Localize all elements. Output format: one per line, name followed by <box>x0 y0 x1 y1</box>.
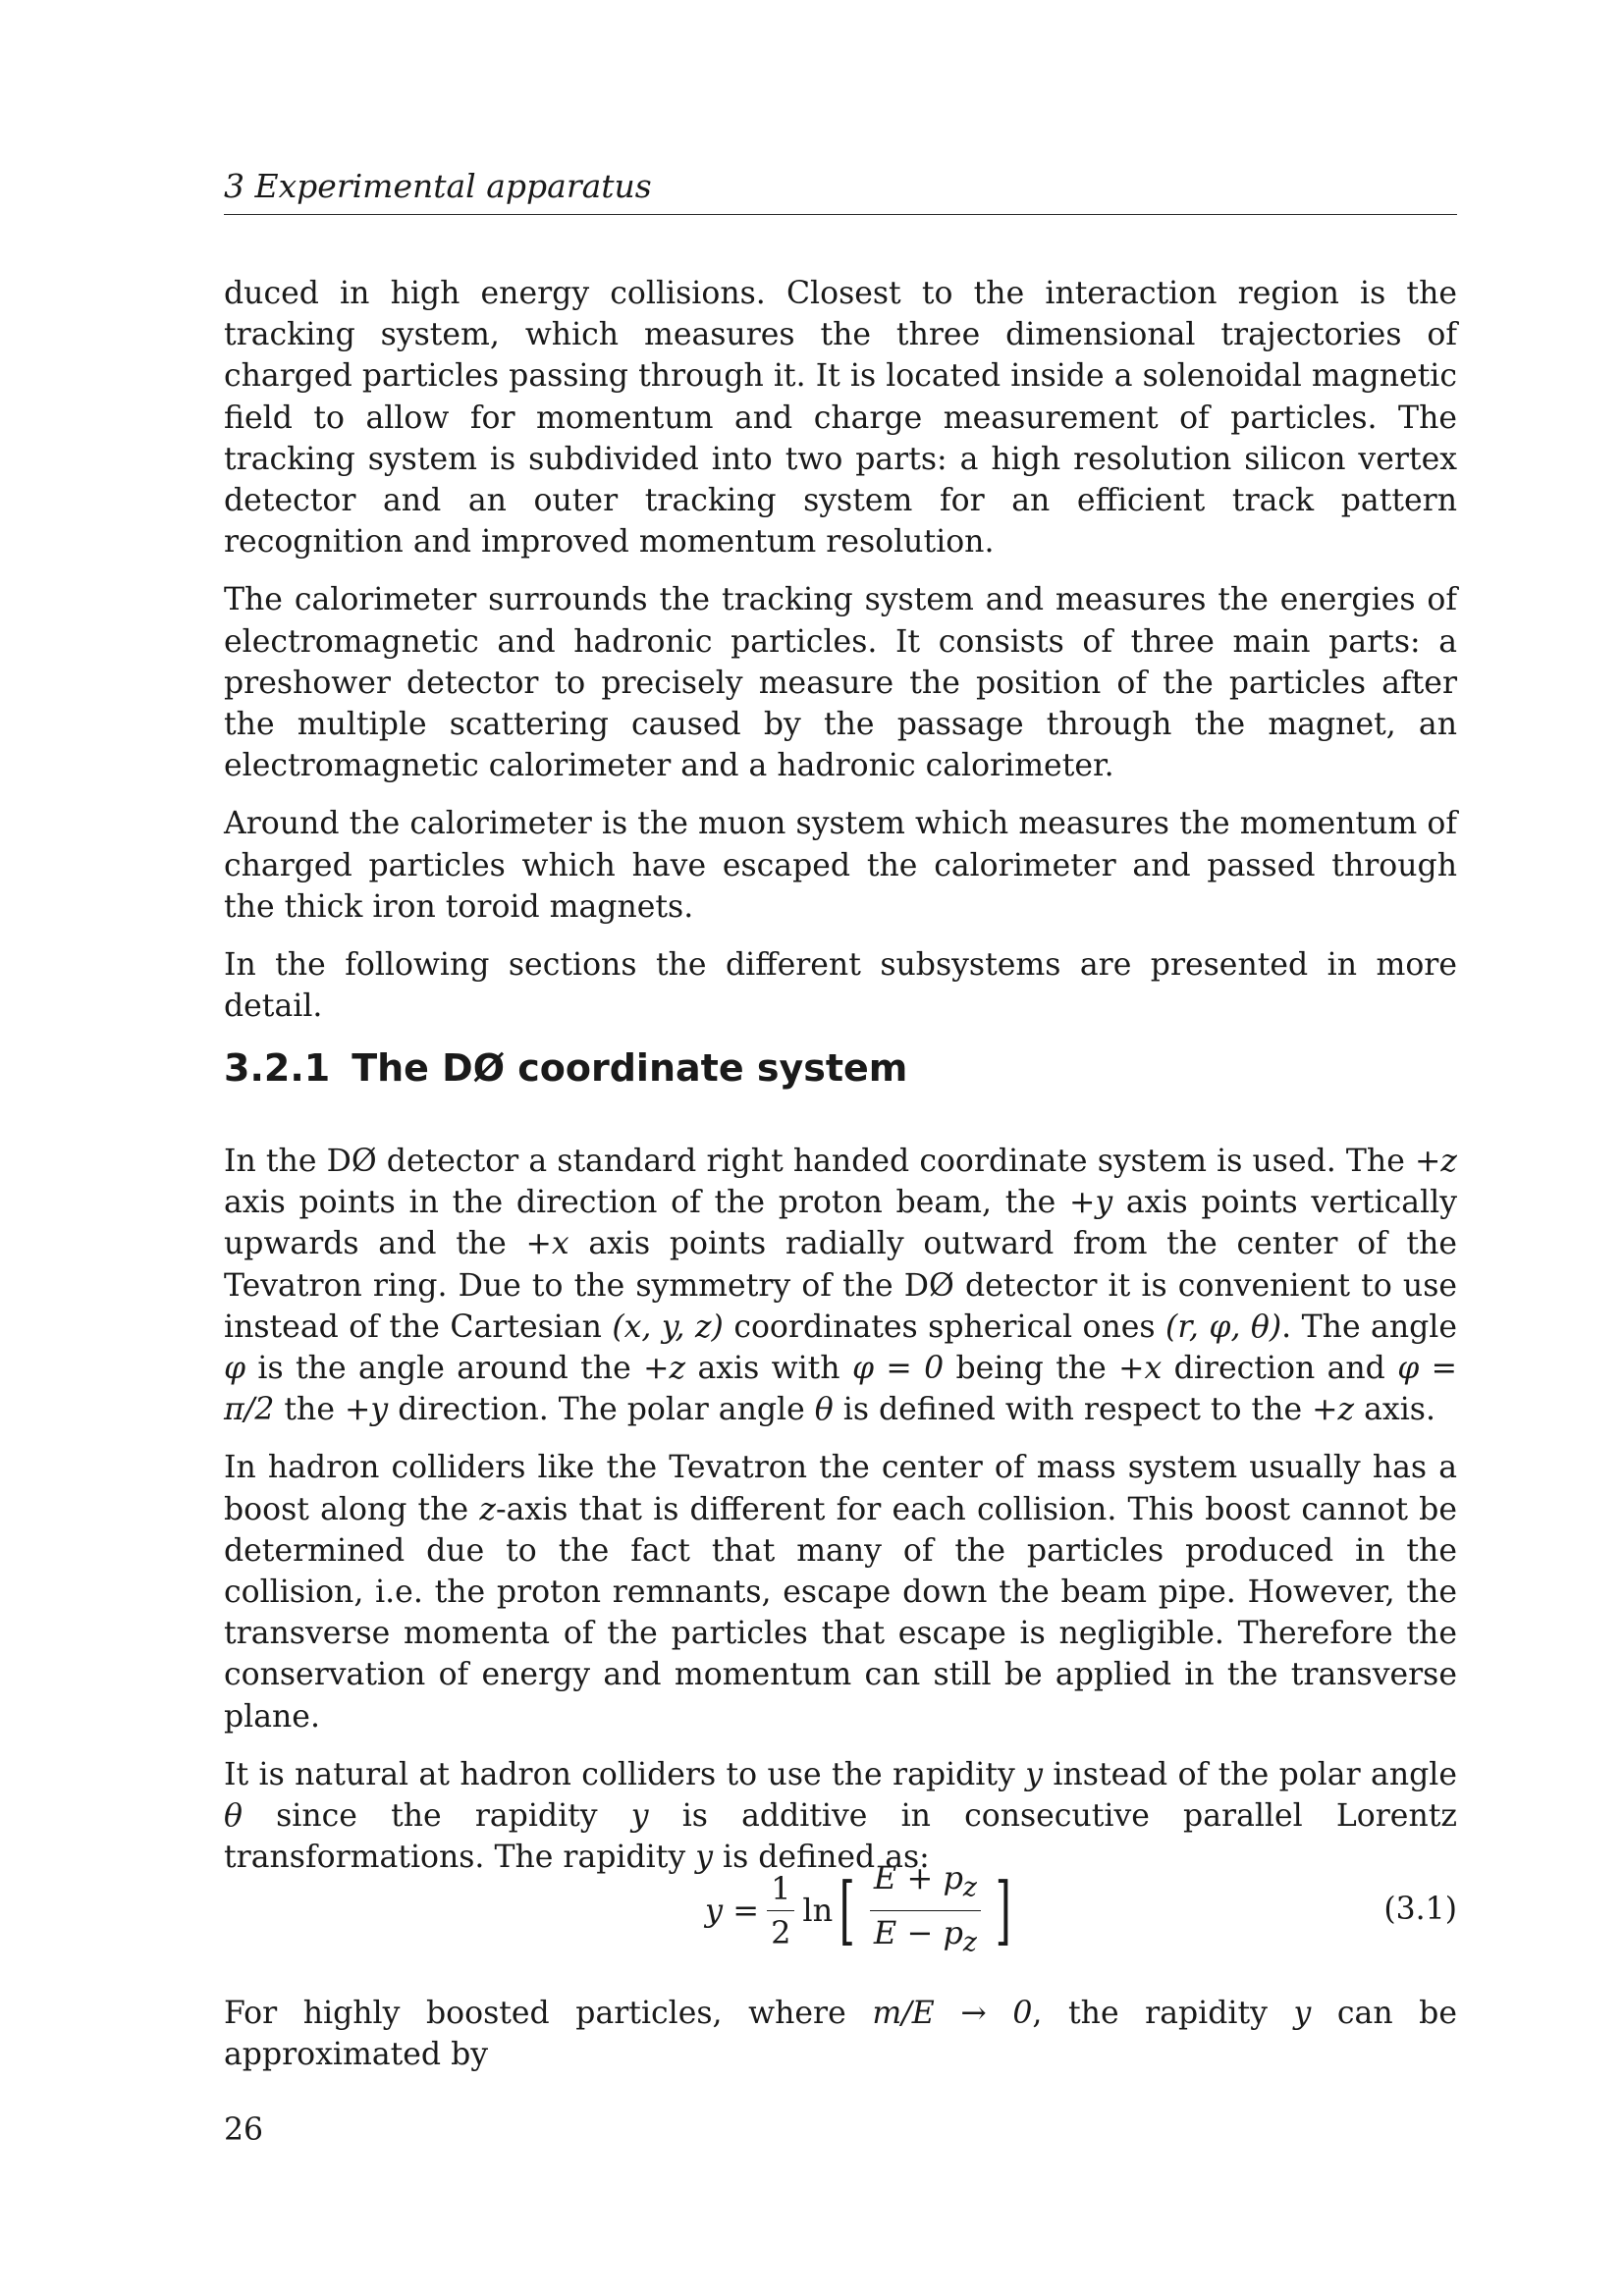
half-fraction: $\frac{1}{2}$ <box>767 1870 794 1951</box>
intro-text <box>224 273 1457 1027</box>
equation-lhs: y = <box>705 1892 760 1929</box>
rapidity-equation <box>224 1859 1457 1961</box>
after-equation-text <box>224 1993 1457 2075</box>
paragraph: In the DØ detector a standard right handed coordinate system is used. The +z axis points in the direction of the proton beam, the +y axis points vertically upwards and the +x axis points radially outward from the center of the Tevatron ring. Due to the symmetry of the DØ detector it is convenient to use instead of the Cartesian (x, y, z) coordinates spherical ones (r, φ, θ). The angle φ is the angle around the +z axis with φ = 0 being the +x direction and φ = π/2 the +y direction. The polar angle θ is defined with respect to the +z axis. <box>224 1144 1458 1428</box>
page-number: 26 <box>224 2112 264 2148</box>
equation-body <box>705 1859 1018 1961</box>
right-bracket: ] <box>995 1866 1011 1953</box>
paragraph: Around the calorimeter is the muon system which measures the momentum of charged particles which have escaped the calorimeter and passed through the thick iron toroid magnets. <box>224 806 1457 925</box>
coordinate-section-text <box>224 1141 1457 1878</box>
section-heading <box>224 1044 1457 1092</box>
paragraph: duced in high energy collisions. Closest to the interaction region is the tracking system, which measures the three dimensional trajectories of charged particles passing through it. It is located inside a solenoidal magnetic field to allow for momentum and charge measurement of particles. The tracking system is subdivided into two parts: a high resolution silicon vertex detector and an outer tracking system for an efficient track pattern recognition and improved momentum resolution. <box>224 276 1457 561</box>
paragraph: It is natural at hadron colliders to use the rapidity y instead of the polar angle θ since the rapidity y is additive in consecutive parallel Lorentz transformations. The rapidity y is defined as: <box>224 1756 1457 1876</box>
paragraph: In the following sections the different subsystems are presented in more detail. <box>224 947 1457 1025</box>
section-title: The DØ coordinate system <box>352 1046 908 1090</box>
paragraph: The calorimeter surrounds the tracking system and measures the energies of electromagnetic and hadronic particles. It consists of three main parts: a preshower detector to precisely measure the position of the particles after the multiple scattering caused by the passage through the magnet, an electromagnetic calorimeter and a hadronic calorimeter. <box>224 582 1457 784</box>
equation-number: (3.1) <box>1383 1892 1457 1927</box>
left-bracket: [ <box>839 1866 856 1953</box>
section-number: 3.2.1 <box>224 1046 331 1090</box>
paragraph: In hadron colliders like the Tevatron the center of mass system usually has a boost along the z-axis that is different for each collision. This boost cannot be determined due to the fact that many of the particles produced in the collision, i.e. the proton remnants, escape down the beam pipe. However, the transverse momenta of the particles that escape is negligible. Therefore the conservation of energy and momentum can still be applied in the transverse plane. <box>224 1450 1457 1735</box>
paragraph: For highly boosted particles, where m/E → 0, the rapidity y can be approximated by <box>224 1996 1457 2073</box>
energy-fraction: $\frac{E + p_z}{E - p_z}$ <box>870 1859 981 1961</box>
document-page <box>224 157 1457 2218</box>
running-head: 3 Experimental apparatus <box>224 167 1457 215</box>
ln-operator: ln <box>802 1892 834 1929</box>
